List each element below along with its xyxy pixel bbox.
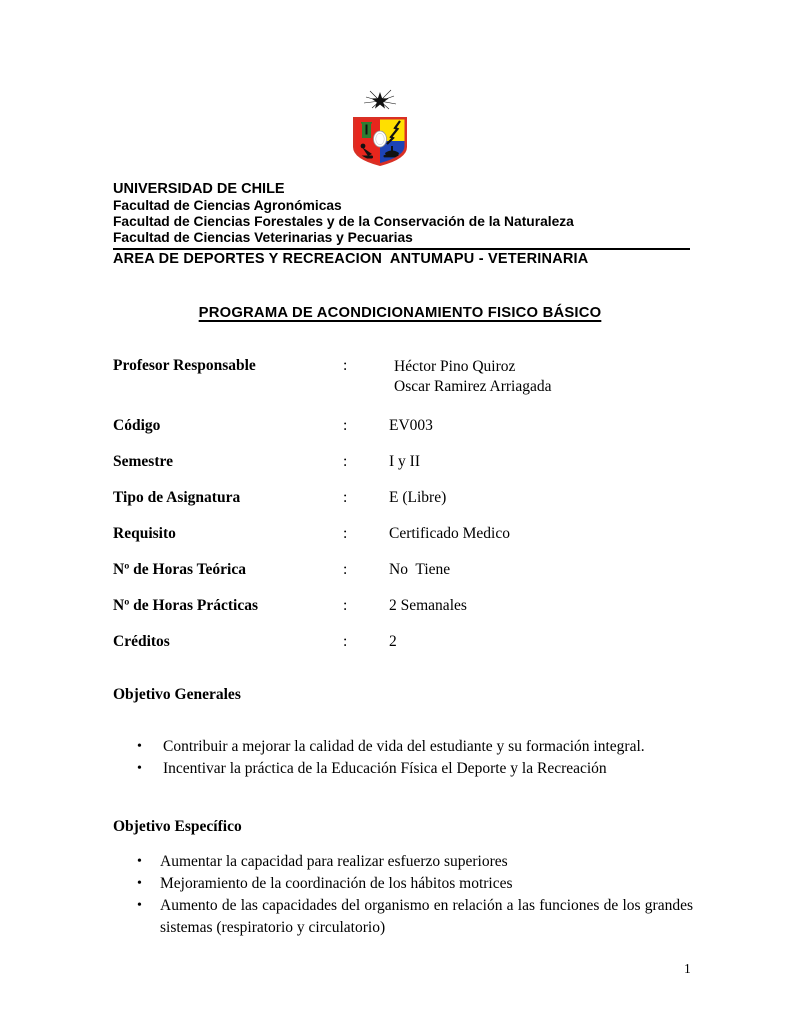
faculty-line-2: Facultad de Ciencias Forestales y de la Conservación de la Naturaleza <box>113 214 574 229</box>
field-label: Tipo de Asignatura <box>113 489 241 506</box>
bullet-icon: • <box>137 761 142 776</box>
page-number: 1 <box>684 961 691 976</box>
field-value: I y II <box>389 453 420 470</box>
list-item <box>137 736 693 758</box>
field-value: 2 Semanales <box>389 597 467 614</box>
bullet-list-especifico <box>137 851 697 939</box>
faculty-line-1: Facultad de Ciencias Agronómicas <box>113 198 342 213</box>
field-row-profesor <box>0 357 800 395</box>
field-label: Requisito <box>113 525 176 542</box>
crest-svg <box>349 88 411 170</box>
field-value: 2 <box>389 633 397 650</box>
field-colon: : <box>343 489 348 506</box>
field-value <box>394 357 552 397</box>
section-heading-objetivo-especifico: Objetivo Específico <box>113 818 242 835</box>
bullet-text: Incentivar la práctica de la Educación Física el Deporte y la Recreación <box>163 760 607 777</box>
column-emblem-icon <box>361 122 372 138</box>
bullet-text: Mejoramiento de la coordinación de los hábitos motrices <box>160 875 513 892</box>
list-item <box>137 758 693 780</box>
field-colon: : <box>343 633 348 650</box>
list-item <box>137 873 693 895</box>
field-row-horas-teorica <box>0 561 800 581</box>
bullet-text: Aumentar la capacidad para realizar esfuerzo superiores <box>160 853 508 870</box>
bullet-text: Aumento de las capacidades del organismo en relación a las funciones de los grandes sistemas (respiratorio y circulatorio) <box>160 897 697 936</box>
field-label: Profesor Responsable <box>113 357 256 374</box>
field-row-codigo <box>0 417 800 437</box>
field-colon: : <box>343 597 348 614</box>
department-name: AREA DE DEPORTES Y RECREACION ANTUMAPU - VETERINARIA <box>113 251 589 267</box>
field-colon: : <box>343 561 348 578</box>
header-divider <box>113 248 690 250</box>
bullet-icon: • <box>137 876 142 891</box>
professor-name-1: Héctor Pino Quiroz <box>394 358 516 375</box>
university-crest-logo <box>349 88 411 170</box>
field-row-tipo-asignatura <box>0 489 800 509</box>
field-label: Nº de Horas Teórica <box>113 561 246 578</box>
list-item <box>137 851 693 873</box>
bullet-icon: • <box>137 854 142 869</box>
section-heading-objetivo-generales: Objetivo Generales <box>113 686 241 703</box>
professor-name-2: Oscar Ramirez Arriagada <box>394 378 552 395</box>
university-name: UNIVERSIDAD DE CHILE <box>113 181 285 197</box>
list-item <box>137 895 697 939</box>
bullet-text: Contribuir a mejorar la calidad de vida del estudiante y su formación integral. <box>163 738 645 755</box>
field-label: Semestre <box>113 453 173 470</box>
field-row-creditos <box>0 633 800 653</box>
field-row-horas-practicas <box>0 597 800 617</box>
field-value: EV003 <box>389 417 433 434</box>
field-value: Certificado Medico <box>389 525 510 542</box>
field-colon: : <box>343 357 348 374</box>
field-colon: : <box>343 525 348 542</box>
field-row-semestre <box>0 453 800 473</box>
field-colon: : <box>343 453 348 470</box>
field-value: E (Libre) <box>389 489 447 506</box>
bullet-list-generales <box>137 736 693 780</box>
field-label: Créditos <box>113 633 170 650</box>
document-title: PROGRAMA DE ACONDICIONAMIENTO FISICO BÁSICO <box>198 305 602 321</box>
field-row-requisito <box>0 525 800 545</box>
field-value: No Tiene <box>389 561 451 578</box>
field-colon: : <box>343 417 348 434</box>
faculty-line-3: Facultad de Ciencias Veterinarias y Pecuarias <box>113 230 413 245</box>
bullet-icon: • <box>137 898 142 913</box>
field-label: Código <box>113 417 161 434</box>
bullet-icon: • <box>137 739 142 754</box>
document-header <box>113 181 690 268</box>
field-label: Nº de Horas Prácticas <box>113 597 259 614</box>
